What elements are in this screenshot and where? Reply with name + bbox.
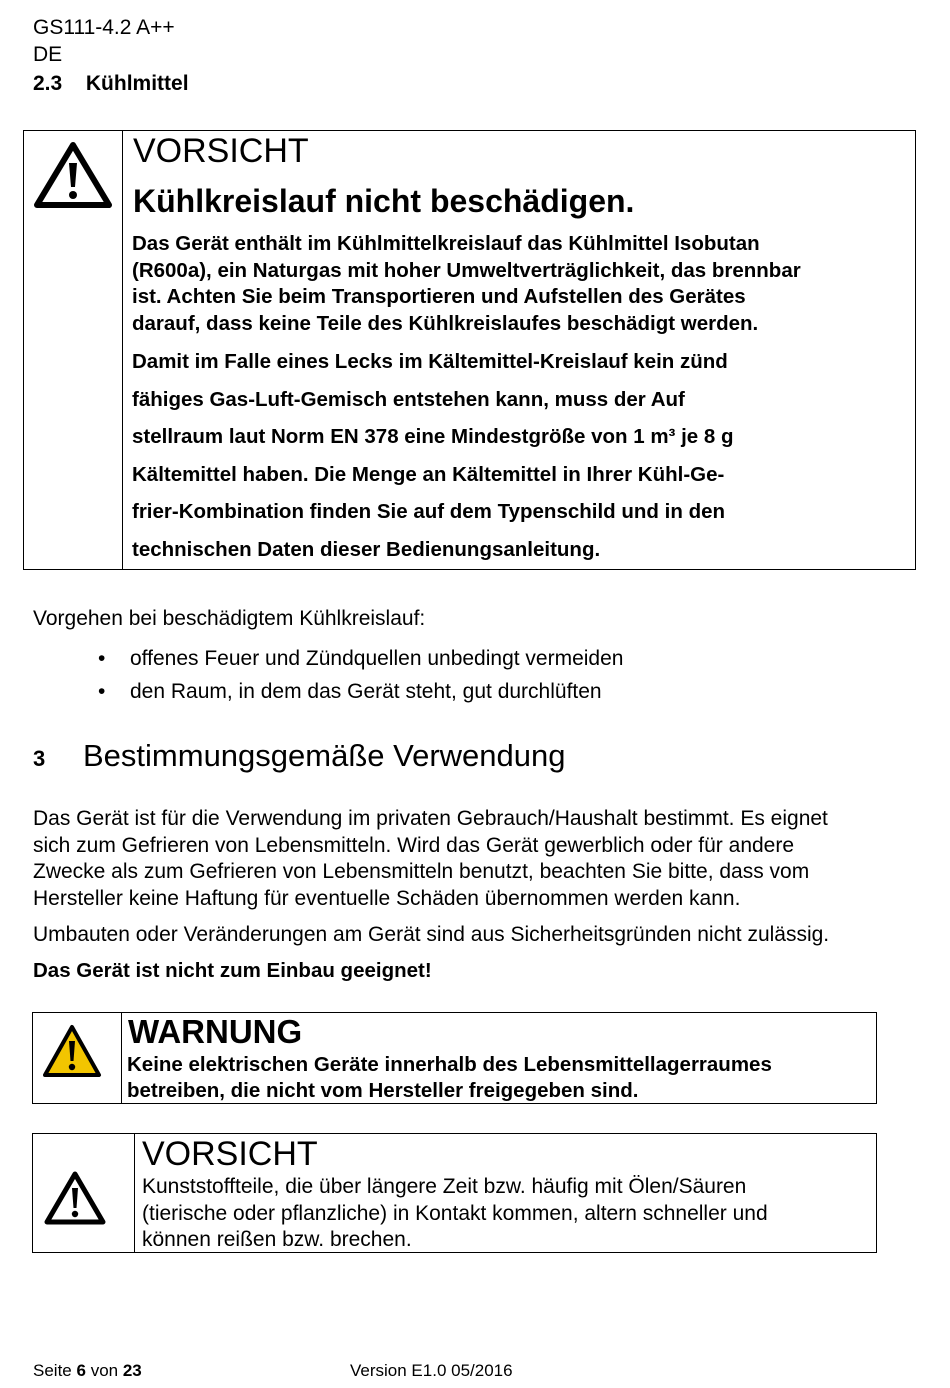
section3-title: Bestimmungsgemäße Verwendung xyxy=(83,738,566,773)
bullet-icon: • xyxy=(98,647,106,670)
warning-triangle-icon xyxy=(43,1170,107,1226)
warning-title: WARNUNG xyxy=(128,1013,303,1050)
procedure-intro: Vorgehen bei beschädigtem Kühlkreislauf: xyxy=(33,607,426,630)
caution-box-refrigerant xyxy=(23,130,916,570)
version-label: Version E1.0 05/2016 xyxy=(350,1361,513,1380)
caution-paragraph-2: Damit im Falle eines Lecks im Kältemittel-Kreislauf kein zünd fähiges Gas-Luft-Gemisch entstehen kann, muss der Auf stellraum laut Norm EN 378 eine Mindestgröße von 1 m³ je 8 g Kältemittel haben. Die Menge an Kältemittel in Ihrer Kühl-Ge- frier-Kombination finden Sie auf dem Typenschild und in den technischen Daten dieser Bedienungsanleitung. xyxy=(132,350,734,561)
warning-box-appliances xyxy=(32,1012,877,1104)
section3-paragraph-3: Das Gerät ist nicht zum Einbau geeignet! xyxy=(33,959,432,982)
section-heading xyxy=(33,72,189,96)
page-number: Seite 6 von 23 xyxy=(33,1361,142,1380)
caution-paragraph-1: Das Gerät enthält im Kühlmittelkreislauf das Kühlmittel Isobutan (R600a), ein Naturgas mit hoher Umweltverträglichkeit, das brennbar ist. Achten Sie beim Transportieren und Aufstellen des Gerätes darauf, dass keine Teile des Kühlkreislaufes beschädigt werden. xyxy=(132,232,801,335)
caution-text: Kunststoffteile, die über längere Zeit bzw. häufig mit Ölen/Säuren (tierische oder pflanzliche) in Kontakt kommen, altern schneller und können reißen bzw. brechen. xyxy=(142,1175,768,1251)
caution-box-plastics xyxy=(32,1133,877,1253)
caution-subtitle: Kühlkreislauf nicht beschädigen. xyxy=(133,183,635,219)
section-number: 2.3 xyxy=(33,72,63,95)
section3-paragraph-2: Umbauten oder Veränderungen am Gerät sind aus Sicherheitsgründen nicht zulässig. xyxy=(33,923,830,946)
caution-title: VORSICHT xyxy=(142,1135,318,1173)
section3-paragraph-1: Das Gerät ist für die Verwendung im privaten Gebrauch/Haushalt bestimmt. Es eignet sich zum Gefrieren von Lebensmitteln. Wird das Gerät gewerblich oder für andere Zwecke als zum Gefrieren von Lebensmitteln benutzt, beachten Sie bitte, dass vom Hersteller keine Haftung für eventuelle Schäden übernommen werden kann. xyxy=(33,807,828,910)
section3-number: 3 xyxy=(33,746,46,771)
model-label: GS111-4.2 A++ xyxy=(33,16,175,39)
bullet-icon: • xyxy=(98,680,106,703)
caution-title: VORSICHT xyxy=(133,132,309,170)
language-label: DE xyxy=(33,43,63,66)
section-title: Kühlmittel xyxy=(85,72,189,95)
yellow-warning-triangle-icon xyxy=(41,1023,103,1079)
warning-text: Keine elektrischen Geräte innerhalb des Lebensmittellagerraumes betreiben, die nicht vom Hersteller freigegeben sind. xyxy=(127,1053,772,1102)
warning-triangle-icon xyxy=(34,141,112,209)
